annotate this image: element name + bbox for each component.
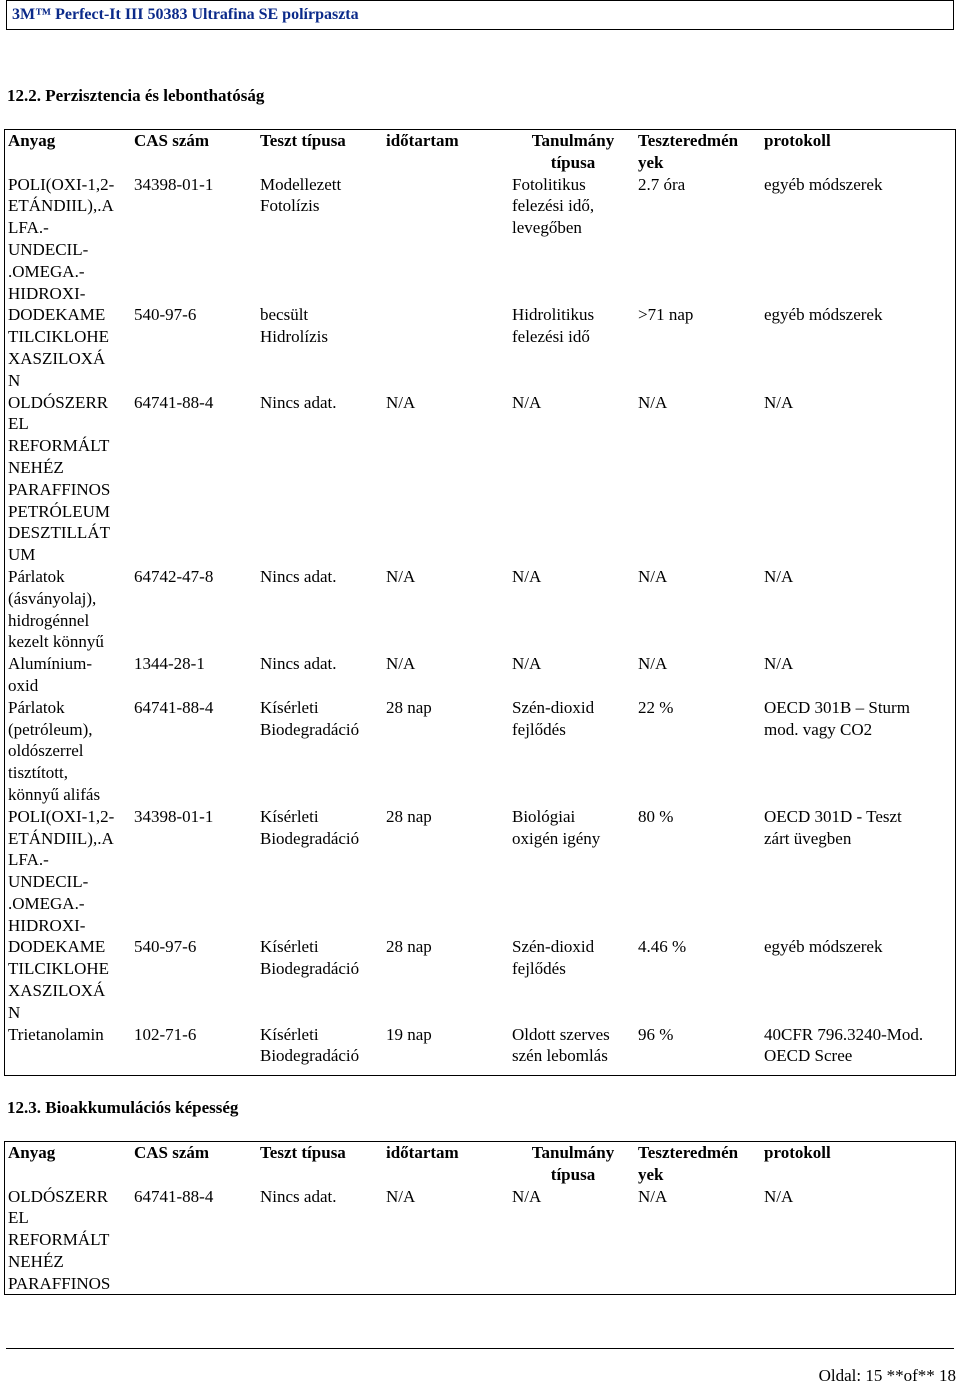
table-row xyxy=(4,566,956,653)
cell-cas-line: 64741-88-4 xyxy=(134,392,214,412)
cell-anyag-line: könnyű alifás xyxy=(8,784,101,804)
cell-teszt xyxy=(256,1024,382,1068)
cell-eredmeny xyxy=(634,653,760,697)
cell-anyag-line: Párlatok xyxy=(8,566,65,586)
cell-cas xyxy=(130,653,256,697)
cell-tanulmany-line: Biológiai xyxy=(512,806,576,826)
cell-anyag-line: XASZILOXÁ xyxy=(8,981,106,1001)
section-title-persistence: 12.2. Perzisztencia és lebonthatóság xyxy=(7,86,265,105)
cell-eredmeny-line: N/A xyxy=(638,1186,668,1206)
col-header-anyag: Anyag xyxy=(8,131,56,150)
cell-protokoll-line: OECD 301D - Teszt xyxy=(764,806,902,826)
table-row xyxy=(4,174,956,305)
cell-idotartam xyxy=(382,392,508,566)
cell-anyag-line: REFORMÁLT xyxy=(8,1230,110,1250)
cell-anyag-line: LFA.- xyxy=(8,218,49,238)
cell-teszt xyxy=(256,653,382,697)
cell-teszt-line: becsült xyxy=(260,305,309,325)
cell-anyag-line: hidrogénnel xyxy=(8,610,90,630)
table-row xyxy=(4,806,956,937)
cell-teszt-line: Kísérleti xyxy=(260,1024,319,1044)
cell-protokoll-line: N/A xyxy=(764,1186,794,1206)
cell-teszt xyxy=(256,936,382,1023)
cell-teszt-line: Nincs adat. xyxy=(260,1186,337,1206)
col-header-cas: CAS szám xyxy=(134,1143,210,1162)
cell-protokoll xyxy=(760,1024,956,1068)
cell-tanulmany-line: N/A xyxy=(512,654,542,674)
cell-idotartam xyxy=(382,697,508,806)
cell-anyag xyxy=(4,566,130,653)
table-row xyxy=(4,653,956,697)
cell-protokoll-line: N/A xyxy=(764,566,794,586)
cell-tanulmany xyxy=(508,566,634,653)
cell-anyag-line: kezelt könnyű xyxy=(8,632,104,652)
cell-anyag-line: Alumínium- xyxy=(8,654,93,674)
cell-protokoll-line: OECD 301B – Sturm xyxy=(764,697,910,717)
cell-teszt-line: Nincs adat. xyxy=(260,654,337,674)
cell-teszt-line: Modellezett xyxy=(260,174,342,194)
cell-anyag-line: POLI(OXI-1,2- xyxy=(8,174,115,194)
cell-teszt-line: Fotolízis xyxy=(260,196,320,216)
col-header-teszt: Teszt típusa xyxy=(260,1143,346,1162)
cell-protokoll-line: zárt üvegben xyxy=(764,828,852,848)
cell-tanulmany xyxy=(508,936,634,1023)
cell-cas xyxy=(130,936,256,1023)
cell-cas xyxy=(130,1186,256,1295)
cell-idotartam-line: 28 nap xyxy=(386,806,432,826)
cell-anyag-line: NEHÉZ xyxy=(8,1251,64,1271)
cell-protokoll-line: OECD Scree xyxy=(764,1046,853,1066)
cell-cas-line: 1344-28-1 xyxy=(134,654,205,674)
cell-protokoll-line: N/A xyxy=(764,654,794,674)
cell-idotartam-line: 19 nap xyxy=(386,1024,432,1044)
cell-cas-line: 64741-88-4 xyxy=(134,697,214,717)
cell-tanulmany xyxy=(508,697,634,806)
cell-idotartam xyxy=(382,304,508,391)
table-row xyxy=(4,936,956,1023)
cell-anyag xyxy=(4,1024,130,1068)
cell-teszt-line: Kísérleti xyxy=(260,697,319,717)
cell-teszt-line: Nincs adat. xyxy=(260,566,337,586)
cell-anyag-line: (ásványolaj), xyxy=(8,588,97,608)
cell-anyag-line: DODEKAME xyxy=(8,937,106,957)
cell-protokoll-line: mod. vagy CO2 xyxy=(764,719,873,739)
cell-teszt-line: Nincs adat. xyxy=(260,392,337,412)
cell-cas-line: 34398-01-1 xyxy=(134,174,214,194)
cell-teszt xyxy=(256,566,382,653)
document-header xyxy=(6,0,954,30)
cell-anyag-line: EL xyxy=(8,1208,29,1228)
cell-anyag-line: UNDECIL- xyxy=(8,872,89,892)
cell-idotartam xyxy=(382,653,508,697)
cell-tanulmany-line: N/A xyxy=(512,392,542,412)
cell-anyag-line: OLDÓSZERR xyxy=(8,1186,109,1206)
cell-tanulmany xyxy=(508,806,634,937)
cell-cas-line: 64742-47-8 xyxy=(134,566,214,586)
cell-anyag-line: N xyxy=(8,370,21,390)
cell-anyag xyxy=(4,806,130,937)
cell-anyag xyxy=(4,936,130,1023)
cell-teszt xyxy=(256,1186,382,1295)
cell-tanulmany-line: Oldott szerves xyxy=(512,1024,610,1044)
cell-anyag-line: NEHÉZ xyxy=(8,457,64,477)
cell-cas-line: 34398-01-1 xyxy=(134,806,214,826)
cell-tanulmany xyxy=(508,174,634,305)
cell-anyag-line: tisztított, xyxy=(8,763,68,783)
cell-tanulmany xyxy=(508,392,634,566)
cell-cas xyxy=(130,566,256,653)
table-row xyxy=(4,1024,956,1068)
table-row xyxy=(4,392,956,566)
cell-eredmeny-line: 22 % xyxy=(638,697,674,717)
footer-rule xyxy=(6,1348,954,1349)
cell-anyag-line: Párlatok xyxy=(8,697,65,717)
cell-tanulmany-line: N/A xyxy=(512,1186,542,1206)
cell-tanulmany xyxy=(508,653,634,697)
cell-eredmeny xyxy=(634,1024,760,1068)
cell-anyag-line: oxid xyxy=(8,675,39,695)
cell-tanulmany-line: szén lebomlás xyxy=(512,1046,608,1066)
cell-anyag-line: HIDROXI- xyxy=(8,915,86,935)
col-header-eredmeny: Teszteredmén yek xyxy=(638,1143,739,1184)
cell-anyag-line: PARAFFINOS xyxy=(8,479,111,499)
cell-protokoll xyxy=(760,936,956,1023)
cell-idotartam xyxy=(382,1024,508,1068)
page-number: Oldal: 15 **of** 18 xyxy=(818,1366,956,1385)
cell-anyag-line: REFORMÁLT xyxy=(8,436,110,456)
cell-tanulmany xyxy=(508,304,634,391)
cell-protokoll xyxy=(760,1186,956,1295)
cell-anyag-line: .OMEGA.- xyxy=(8,261,85,281)
cell-eredmeny xyxy=(634,697,760,806)
cell-teszt-line: Biodegradáció xyxy=(260,719,360,739)
col-header-cas: CAS szám xyxy=(134,131,210,150)
col-header-tanulmany: Tanulmány típusa xyxy=(531,1143,615,1184)
cell-eredmeny-line: 80 % xyxy=(638,806,674,826)
cell-anyag-line: LFA.- xyxy=(8,850,49,870)
cell-teszt-line: Hidrolízis xyxy=(260,327,328,347)
cell-eredmeny-line: N/A xyxy=(638,392,668,412)
section-title-bioaccumulation: 12.3. Bioakkumulációs képesség xyxy=(7,1098,239,1117)
cell-anyag-line: PETRÓLEUM xyxy=(8,501,110,521)
table-row xyxy=(4,1186,956,1295)
cell-anyag xyxy=(4,1186,130,1295)
cell-teszt xyxy=(256,806,382,937)
cell-anyag-line: (petróleum), xyxy=(8,719,93,739)
cell-cas-line: 102-71-6 xyxy=(134,1024,197,1044)
cell-idotartam xyxy=(382,174,508,305)
table-row xyxy=(4,697,956,806)
cell-teszt-line: Kísérleti xyxy=(260,937,319,957)
cell-anyag-line: EL xyxy=(8,414,29,434)
table-header-row xyxy=(4,130,956,174)
cell-teszt xyxy=(256,697,382,806)
cell-anyag-line: oldószerrel xyxy=(8,741,84,761)
cell-idotartam-line: 28 nap xyxy=(386,697,432,717)
cell-anyag-line: TILCIKLOHE xyxy=(8,959,110,979)
cell-eredmeny xyxy=(634,392,760,566)
cell-anyag-line: XASZILOXÁ xyxy=(8,348,106,368)
cell-idotartam-line: N/A xyxy=(386,392,416,412)
cell-protokoll xyxy=(760,697,956,806)
cell-idotartam xyxy=(382,936,508,1023)
persistence-table xyxy=(4,130,956,1067)
cell-anyag xyxy=(4,304,130,391)
cell-eredmeny-line: 2.7 óra xyxy=(638,174,686,194)
cell-protokoll xyxy=(760,392,956,566)
cell-anyag-line: UM xyxy=(8,545,36,565)
cell-eredmeny xyxy=(634,174,760,305)
cell-anyag-line: PARAFFINOS xyxy=(8,1273,111,1293)
cell-teszt-line: Biodegradáció xyxy=(260,1046,360,1066)
cell-protokoll xyxy=(760,174,956,305)
cell-eredmeny-line: N/A xyxy=(638,654,668,674)
cell-tanulmany-line: N/A xyxy=(512,566,542,586)
col-header-teszt: Teszt típusa xyxy=(260,131,346,150)
col-header-tanulmany: Tanulmány típusa xyxy=(531,131,615,172)
cell-cas xyxy=(130,392,256,566)
col-header-anyag: Anyag xyxy=(8,1143,56,1162)
cell-anyag-line: DODEKAME xyxy=(8,305,106,325)
cell-protokoll-line: egyéb módszerek xyxy=(764,305,883,325)
cell-idotartam xyxy=(382,566,508,653)
cell-anyag-line: DESZTILLÁT xyxy=(8,523,110,543)
cell-cas-line: 540-97-6 xyxy=(134,305,197,325)
cell-protokoll xyxy=(760,806,956,937)
cell-tanulmany-line: Szén-dioxid xyxy=(512,937,595,957)
cell-cas xyxy=(130,174,256,305)
col-header-eredmeny: Teszteredmén yek xyxy=(638,131,739,172)
cell-protokoll-line: N/A xyxy=(764,392,794,412)
col-header-protokoll: protokoll xyxy=(764,1143,831,1162)
cell-cas xyxy=(130,1024,256,1068)
cell-anyag-line: POLI(OXI-1,2- xyxy=(8,806,115,826)
cell-protokoll-line: 40CFR 796.3240-Mod. xyxy=(764,1024,924,1044)
cell-idotartam-line: 28 nap xyxy=(386,937,432,957)
cell-teszt xyxy=(256,304,382,391)
cell-anyag-line: OLDÓSZERR xyxy=(8,392,109,412)
table-header-row xyxy=(4,1142,956,1186)
cell-anyag-line: N xyxy=(8,1002,21,1022)
cell-teszt xyxy=(256,174,382,305)
product-title: 3M™ Perfect-It III 50383 Ultrafina SE polírpaszta xyxy=(12,6,359,23)
cell-anyag-line: ETÁNDIIL),.A xyxy=(8,196,114,216)
cell-eredmeny-line: >71 nap xyxy=(638,305,694,325)
cell-cas xyxy=(130,304,256,391)
cell-anyag-line: HIDROXI- xyxy=(8,283,86,303)
bioaccumulation-table xyxy=(4,1142,956,1295)
cell-anyag xyxy=(4,392,130,566)
cell-eredmeny-line: N/A xyxy=(638,566,668,586)
cell-idotartam xyxy=(382,1186,508,1295)
cell-eredmeny xyxy=(634,304,760,391)
cell-anyag-line: ETÁNDIIL),.A xyxy=(8,828,114,848)
cell-tanulmany-line: oxigén igény xyxy=(512,828,601,848)
cell-tanulmany-line: Fotolitikus xyxy=(512,174,586,194)
cell-anyag xyxy=(4,653,130,697)
cell-protokoll-line: egyéb módszerek xyxy=(764,174,883,194)
cell-cas xyxy=(130,806,256,937)
cell-tanulmany xyxy=(508,1186,634,1295)
cell-tanulmany-line: fejlődés xyxy=(512,719,566,739)
cell-anyag-line: UNDECIL- xyxy=(8,239,89,259)
cell-cas-line: 64741-88-4 xyxy=(134,1186,214,1206)
cell-anyag xyxy=(4,697,130,806)
cell-eredmeny-line: 4.46 % xyxy=(638,937,687,957)
col-header-idotartam: időtartam xyxy=(386,1143,459,1162)
cell-eredmeny xyxy=(634,566,760,653)
col-header-idotartam: időtartam xyxy=(386,131,459,150)
cell-tanulmany-line: felezési idő xyxy=(512,327,590,347)
cell-cas-line: 540-97-6 xyxy=(134,937,197,957)
cell-anyag-line: TILCIKLOHE xyxy=(8,327,110,347)
cell-anyag xyxy=(4,174,130,305)
cell-anyag-line: Trietanolamin xyxy=(8,1024,104,1044)
cell-tanulmany-line: Hidrolitikus xyxy=(512,305,595,325)
cell-teszt xyxy=(256,392,382,566)
col-header-protokoll: protokoll xyxy=(764,131,831,150)
cell-eredmeny xyxy=(634,806,760,937)
cell-protokoll xyxy=(760,566,956,653)
cell-tanulmany-line: felezési idő, xyxy=(512,196,595,216)
cell-cas xyxy=(130,697,256,806)
cell-teszt-line: Biodegradáció xyxy=(260,828,360,848)
cell-tanulmany xyxy=(508,1024,634,1068)
cell-protokoll xyxy=(760,653,956,697)
cell-idotartam-line: N/A xyxy=(386,1186,416,1206)
table-row xyxy=(4,304,956,391)
cell-anyag-line: .OMEGA.- xyxy=(8,893,85,913)
cell-protokoll-line: egyéb módszerek xyxy=(764,937,883,957)
cell-tanulmany-line: Szén-dioxid xyxy=(512,697,595,717)
cell-teszt-line: Kísérleti xyxy=(260,806,319,826)
cell-eredmeny-line: 96 % xyxy=(638,1024,674,1044)
cell-tanulmany-line: levegőben xyxy=(512,218,582,238)
cell-tanulmany-line: fejlődés xyxy=(512,959,566,979)
cell-idotartam-line: N/A xyxy=(386,566,416,586)
cell-eredmeny xyxy=(634,1186,760,1295)
cell-teszt-line: Biodegradáció xyxy=(260,959,360,979)
cell-idotartam xyxy=(382,806,508,937)
cell-protokoll xyxy=(760,304,956,391)
cell-eredmeny xyxy=(634,936,760,1023)
cell-idotartam-line: N/A xyxy=(386,654,416,674)
